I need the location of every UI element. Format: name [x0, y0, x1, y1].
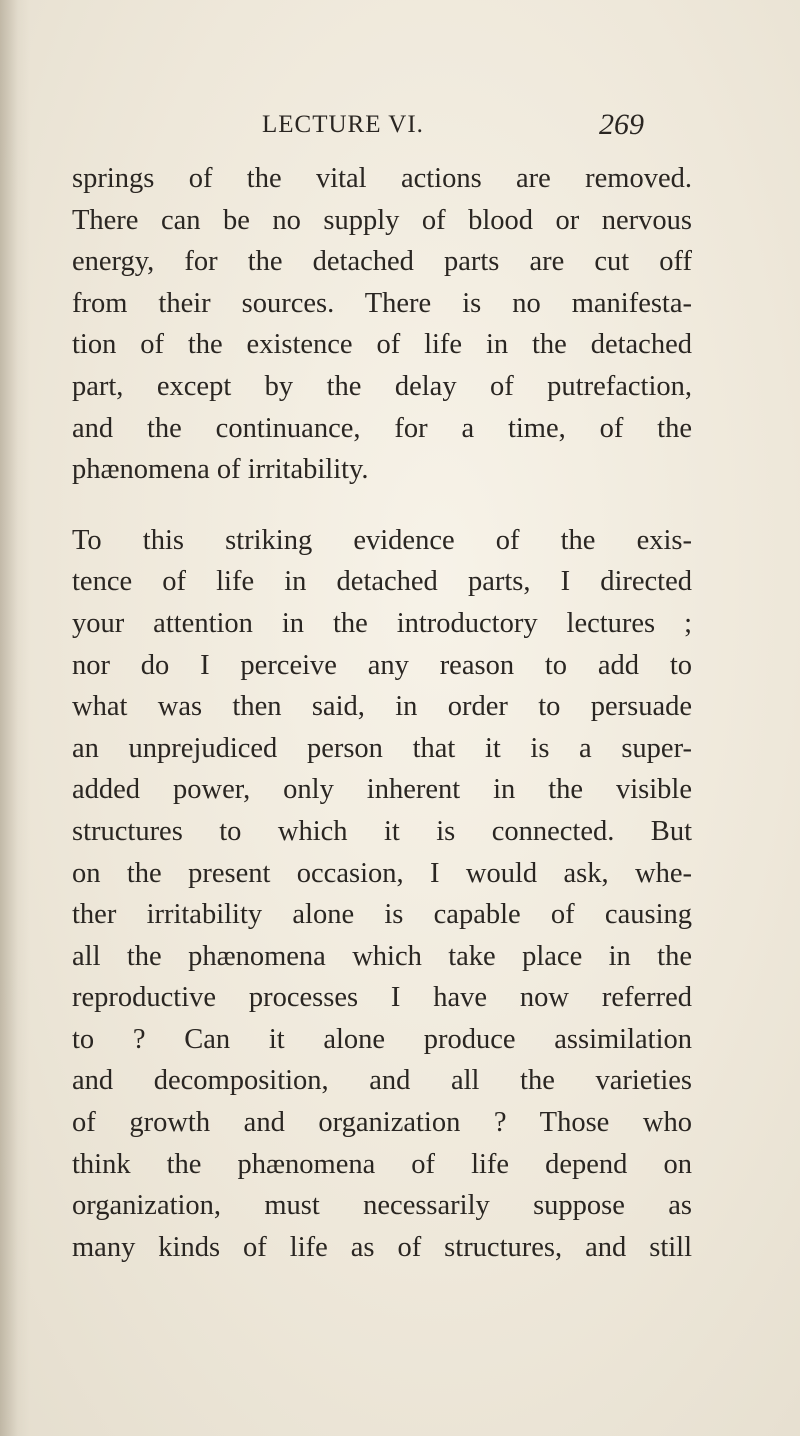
text-line: and decomposition, and all the varieties — [72, 1065, 692, 1097]
text-line: from their sources. There is no manifesta- — [72, 287, 692, 319]
body-text — [72, 158, 692, 1268]
text-line: to ? Can it alone produce assimilation — [72, 1023, 692, 1055]
text-line: nor do I perceive any reason to add to — [72, 649, 692, 681]
text-line: organization, must necessarily suppose as — [72, 1190, 692, 1222]
paragraph-2 — [72, 520, 692, 1269]
text-line: what was then said, in order to persuade — [72, 691, 692, 723]
text-line: your attention in the introductory lectures ; — [72, 607, 692, 639]
text-line: an unprejudiced person that it is a super- — [72, 732, 692, 764]
text-line: reproductive processes I have now referred — [72, 982, 692, 1014]
text-line: phænomena of irritability. — [72, 454, 369, 486]
paragraph-gap — [72, 491, 692, 520]
paragraph-1 — [72, 158, 692, 491]
text-line: many kinds of life as of structures, and still — [72, 1231, 692, 1263]
text-line: all the phænomena which take place in the — [72, 940, 692, 972]
text-line: added power, only inherent in the visible — [72, 774, 692, 806]
text-line: ther irritability alone is capable of causing — [72, 899, 692, 931]
page-header — [0, 108, 800, 148]
text-line: think the phænomena of life depend on — [72, 1148, 692, 1180]
gutter-shadow — [0, 0, 30, 1436]
page-number: 269 — [599, 108, 644, 141]
text-line: structures to which it is connected. But — [72, 815, 692, 847]
text-line: energy, for the detached parts are cut off — [72, 246, 692, 278]
running-head: LECTURE VI. — [262, 111, 424, 138]
text-line: tion of the existence of life in the detached — [72, 329, 692, 361]
text-line: To this striking evidence of the exis- — [72, 524, 692, 556]
text-line: There can be no supply of blood or nervous — [72, 204, 692, 236]
text-line: springs of the vital actions are removed. — [72, 163, 692, 194]
text-line: and the continuance, for a time, of the — [72, 412, 692, 444]
text-line: on the present occasion, I would ask, whe- — [72, 857, 692, 889]
text-line: of growth and organization ? Those who — [72, 1107, 692, 1139]
text-line: tence of life in detached parts, I directed — [72, 566, 692, 598]
text-line: part, except by the delay of putrefaction, — [72, 370, 692, 402]
